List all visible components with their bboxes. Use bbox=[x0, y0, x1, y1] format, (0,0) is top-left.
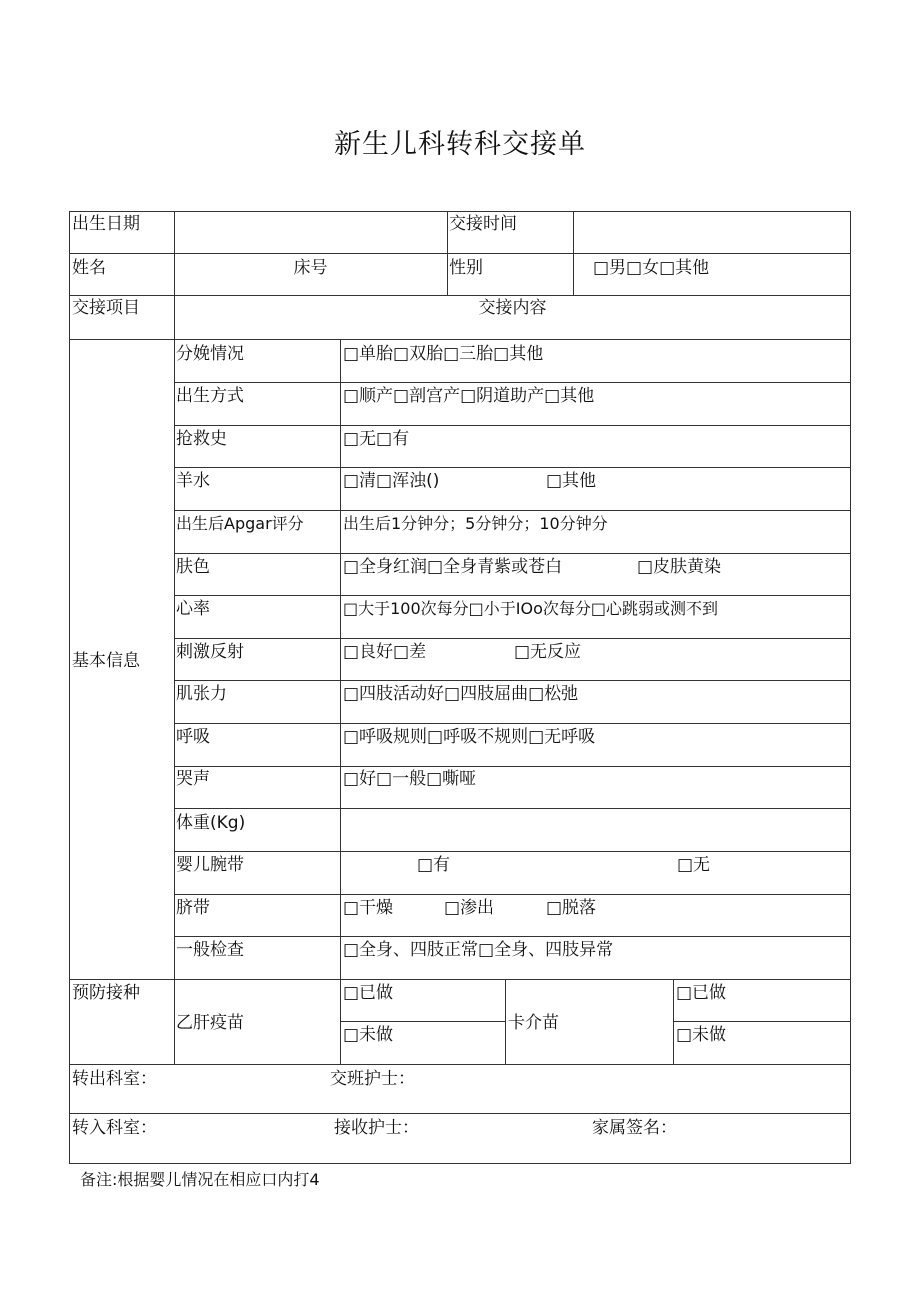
skin-color-options[interactable]: □全身红润□全身青紫或苍白 bbox=[343, 557, 563, 577]
transfer-out-dept-label: 转出科室： bbox=[72, 1069, 157, 1089]
row-label-reflex: 刺激反射 bbox=[176, 642, 244, 662]
umbilical-dry-option[interactable]: □干燥 bbox=[343, 898, 394, 918]
row-label-delivery: 分娩情况 bbox=[176, 344, 244, 364]
wristband-no-option[interactable]: □无 bbox=[677, 855, 711, 875]
footnote: 备注:根据婴儿情况在相应口内打4 bbox=[80, 1170, 320, 1189]
row-label-rescue-history: 抢救史 bbox=[176, 429, 227, 449]
bed-label: 床号 bbox=[293, 258, 328, 278]
row-label-birth-method: 出生方式 bbox=[176, 386, 244, 406]
shift-nurse-label: 交班护士： bbox=[330, 1069, 415, 1089]
column-divider bbox=[447, 211, 448, 295]
amniotic-fluid-options[interactable]: □清□浑浊() bbox=[343, 471, 440, 491]
column-divider bbox=[505, 979, 506, 1064]
row-divider bbox=[174, 510, 851, 511]
row-divider bbox=[174, 467, 851, 468]
row-label-crying: 哭声 bbox=[176, 769, 210, 789]
row-label-skin-color: 肤色 bbox=[176, 557, 210, 577]
gender-options[interactable]: □男□女□其他 bbox=[593, 258, 710, 278]
hepb-done-option[interactable]: □已做 bbox=[343, 983, 394, 1003]
bcg-not-done-option[interactable]: □未做 bbox=[676, 1025, 727, 1045]
item-label: 交接项目 bbox=[72, 298, 140, 318]
row-divider bbox=[174, 766, 851, 767]
column-divider bbox=[573, 211, 574, 295]
reflex-none-option[interactable]: □无反应 bbox=[514, 642, 582, 662]
amniotic-fluid-other[interactable]: □其他 bbox=[546, 471, 597, 491]
umbilical-detached-option[interactable]: □脱落 bbox=[546, 898, 597, 918]
table-border-left bbox=[69, 211, 70, 1164]
row-divider bbox=[174, 894, 851, 895]
row-divider bbox=[69, 979, 851, 980]
column-divider bbox=[340, 339, 341, 979]
hepb-vaccine-label: 乙肝疫苗 bbox=[176, 1013, 244, 1033]
wristband-yes-option[interactable]: □有 bbox=[417, 855, 451, 875]
umbilical-oozing-option[interactable]: □渗出 bbox=[444, 898, 495, 918]
crying-options[interactable]: □好□一般□嘶哑 bbox=[343, 769, 477, 789]
rescue-history-options[interactable]: □无□有 bbox=[343, 429, 410, 449]
vaccine-section-label: 预防接种 bbox=[72, 983, 140, 1003]
row-label-umbilical: 脐带 bbox=[176, 898, 210, 918]
page-title: 新生儿科转科交接单 bbox=[334, 129, 586, 160]
transfer-in-dept-label: 转入科室： bbox=[72, 1118, 157, 1138]
row-divider bbox=[69, 253, 851, 254]
basic-info-label: 基本信息 bbox=[72, 651, 140, 671]
row-divider bbox=[340, 1021, 505, 1022]
row-label-breathing: 呼吸 bbox=[176, 727, 210, 747]
skin-jaundice-option[interactable]: □皮肤黄染 bbox=[637, 557, 722, 577]
general-exam-options[interactable]: □全身、四肢正常□全身、四肢异常 bbox=[343, 940, 614, 960]
row-divider bbox=[174, 638, 851, 639]
handover-time-label: 交接时间 bbox=[449, 214, 517, 234]
bcg-vaccine-label: 卡介苗 bbox=[508, 1013, 559, 1033]
row-divider bbox=[69, 1113, 851, 1114]
row-divider bbox=[174, 595, 851, 596]
table-border-top bbox=[69, 211, 851, 212]
row-divider bbox=[69, 1064, 851, 1065]
row-divider bbox=[174, 723, 851, 724]
table-border-bottom bbox=[69, 1163, 851, 1164]
receive-nurse-label: 接收护士： bbox=[334, 1118, 419, 1138]
row-label-wristband: 婴儿腕带 bbox=[176, 855, 244, 875]
family-sign-label: 家属签名： bbox=[592, 1118, 677, 1138]
row-label-general-exam: 一般检查 bbox=[176, 940, 244, 960]
row-divider bbox=[174, 553, 851, 554]
breathing-options[interactable]: □呼吸规则□呼吸不规则□无呼吸 bbox=[343, 727, 596, 747]
muscle-tone-options[interactable]: □四肢活动好□四肢屈曲□松弛 bbox=[343, 684, 579, 704]
row-label-weight: 体重(Kg) bbox=[176, 813, 246, 833]
row-divider bbox=[174, 425, 851, 426]
row-label-amniotic-fluid: 羊水 bbox=[176, 471, 210, 491]
column-divider bbox=[174, 339, 175, 1064]
row-label-muscle-tone: 肌张力 bbox=[176, 684, 227, 704]
name-label: 姓名 bbox=[72, 258, 106, 278]
reflex-options[interactable]: □良好□差 bbox=[343, 642, 427, 662]
row-divider bbox=[174, 936, 851, 937]
row-divider bbox=[174, 808, 851, 809]
content-label: 交接内容 bbox=[478, 298, 547, 318]
bcg-done-option[interactable]: □已做 bbox=[676, 983, 727, 1003]
heart-rate-options[interactable]: □大于100次每分□小于IOo次每分□心跳弱或测不到 bbox=[343, 599, 718, 618]
row-divider bbox=[174, 382, 851, 383]
row-divider bbox=[69, 339, 851, 340]
delivery-options[interactable]: □单胎□双胎□三胎□其他 bbox=[343, 344, 544, 364]
birth-date-label: 出生日期 bbox=[72, 214, 140, 234]
row-label-apgar: 出生后Apgar评分 bbox=[176, 514, 304, 533]
apgar-scores[interactable]: 出生后1分钟分；5分钟分；10分钟分 bbox=[343, 514, 608, 533]
row-divider bbox=[69, 295, 851, 296]
birth-method-options[interactable]: □顺产□剖宫产□阴道助产□其他 bbox=[343, 386, 595, 406]
row-divider bbox=[174, 680, 851, 681]
row-divider bbox=[174, 851, 851, 852]
row-label-heart-rate: 心率 bbox=[176, 599, 210, 619]
gender-label: 性别 bbox=[449, 258, 483, 278]
hepb-not-done-option[interactable]: □未做 bbox=[343, 1025, 394, 1045]
row-divider bbox=[673, 1021, 851, 1022]
